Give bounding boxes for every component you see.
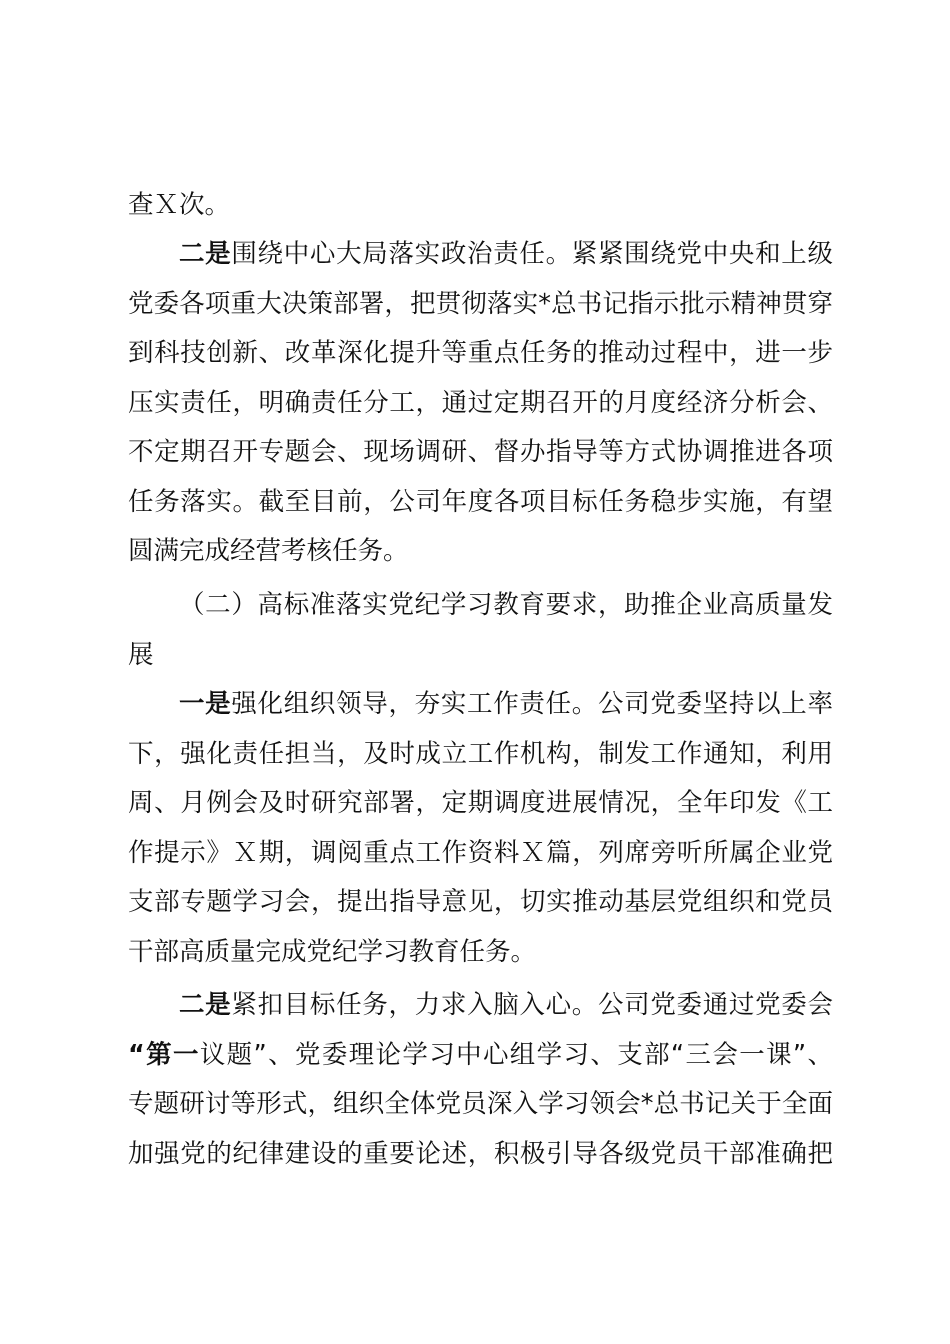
text-line: 不定期召开专题会、现场调研、督办指导等方式协调推进各项 bbox=[128, 437, 833, 467]
lead-phrase: 二是 bbox=[179, 239, 232, 269]
section-heading bbox=[128, 581, 833, 680]
text-line: 压实责任，明确责任分工，通过定期召开的月度经济分析会、 bbox=[128, 387, 833, 418]
text-line: 二是紧扣目标任务，力求入脑入心。公司党委通过党委会 bbox=[179, 990, 833, 1020]
lead-phrase: 一是 bbox=[179, 689, 232, 719]
heading-line: 展 bbox=[128, 639, 154, 670]
heading-line: （二）高标准落实党纪学习教育要求，助推企业高质量发 bbox=[179, 590, 833, 620]
quote-lead: “第一 bbox=[128, 1039, 200, 1070]
text-line: 周、月例会及时研究部署，定期调度进展情况，全年印发《工 bbox=[128, 788, 833, 818]
text-line: 到科技创新、改革深化提升等重点任务的推动过程中，进一步 bbox=[128, 338, 833, 368]
text-line: “第一议题”、党委理论学习中心组学习、支部“三会一课”、 bbox=[128, 1039, 833, 1070]
text-line: 加强党的纪律建设的重要论述，积极引导各级党员干部准确把 bbox=[128, 1138, 833, 1169]
text-line: 一是强化组织领导，夯实工作责任。公司党委坚持以上率 bbox=[179, 689, 833, 719]
text-line: 支部专题学习会，提出指导意见，切实推动基层党组织和党员 bbox=[128, 887, 833, 917]
paragraph-fragment bbox=[128, 181, 833, 231]
text-line: 任务落实。截至目前，公司年度各项目标任务稳步实施，有望 bbox=[128, 486, 833, 517]
text-line: 查Ｘ次。 bbox=[128, 190, 231, 220]
lead-phrase: 二是 bbox=[179, 990, 232, 1020]
paragraph-organization-leadership bbox=[128, 680, 833, 977]
text-line: 专题研讨等形式，组织全体党员深入学习领会*总书记关于全面 bbox=[128, 1089, 833, 1119]
text-line: 作提示》Ｘ期，调阅重点工作资料Ｘ篇，列席旁听所属企业党 bbox=[128, 837, 833, 868]
paragraph-political-responsibility bbox=[128, 230, 833, 577]
text-line: 干部高质量完成党纪学习教育任务。 bbox=[128, 936, 537, 967]
text-line: 党委各项重大决策部署，把贯彻落实*总书记指示批示精神贯穿 bbox=[128, 288, 833, 319]
text-line: 下，强化责任担当，及时成立工作机构，制发工作通知，利用 bbox=[128, 738, 833, 769]
text-line: 二是围绕中心大局落实政治责任。紧紧围绕党中央和上级 bbox=[179, 239, 833, 269]
text-line: 圆满完成经营考核任务。 bbox=[128, 536, 409, 566]
paragraph-target-tasks bbox=[128, 981, 833, 1179]
